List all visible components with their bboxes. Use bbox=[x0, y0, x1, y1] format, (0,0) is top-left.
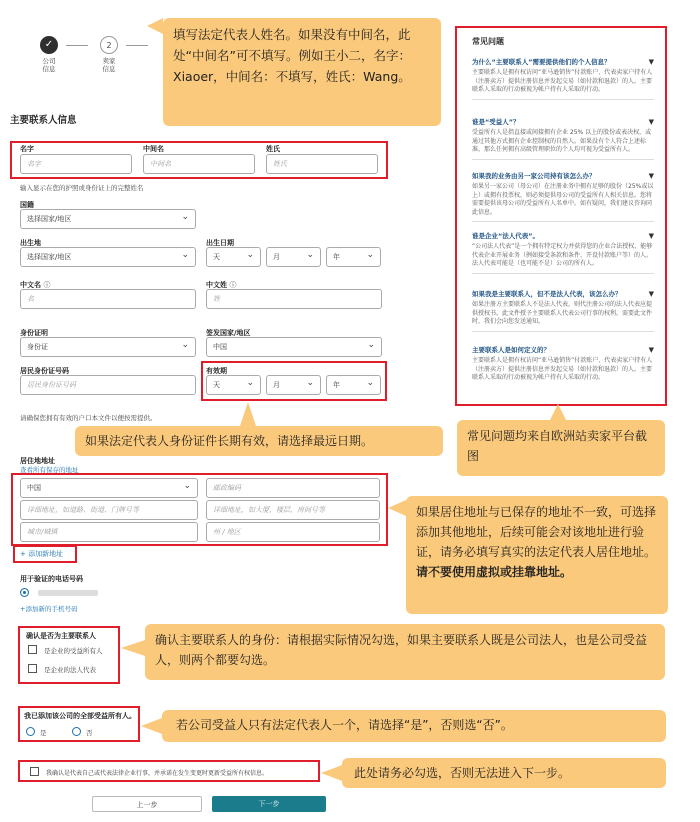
state-input[interactable]: 州 / 地区 bbox=[206, 522, 380, 542]
callout-pointer bbox=[388, 500, 406, 516]
nationality-label: 国籍 bbox=[20, 201, 34, 209]
faq-item[interactable] bbox=[472, 118, 654, 160]
expiry-tip-callout: 如果法定代表人身份证件长期有效，请选择最远日期。 bbox=[75, 426, 443, 456]
step-1-label: 公司 信息 bbox=[42, 57, 56, 73]
legal-rep-option-label: 是企业的法人代表 bbox=[44, 666, 96, 674]
issuing-country-select[interactable]: 中国 ⌄ bbox=[206, 337, 382, 357]
faq-question: 如果我的业务由另一家公司持有该怎么办？ bbox=[472, 172, 596, 180]
name-tip-callout: 填写法定代表人姓名。如果没有中间名，此处“中间名”可不填写。例如王小二，名字：Xiaoer，中间名：不填写，姓氏：Wang。 bbox=[163, 18, 441, 126]
step-2-indicator: 2 bbox=[100, 36, 118, 54]
caret-down-icon: ▼ bbox=[648, 232, 654, 240]
saved-address-link[interactable]: 查看所有保存的地址 bbox=[20, 466, 79, 474]
caret-down-icon: ▼ bbox=[648, 290, 654, 298]
legal-rep-checkbox[interactable] bbox=[28, 664, 37, 673]
caret-down-icon: ▼ bbox=[648, 58, 654, 66]
no-option-label: 否 bbox=[86, 729, 93, 737]
add-address-link[interactable]: + 添加新地址 bbox=[20, 550, 64, 558]
faq-source-callout: 常见问题均来自欧洲站卖家平台截图 bbox=[457, 420, 665, 476]
faq-item[interactable] bbox=[472, 172, 654, 222]
callout-pointer bbox=[121, 640, 145, 656]
expiry-month-select[interactable]: 月 ⌄ bbox=[266, 375, 321, 395]
address-line-1-input[interactable]: 详细地址，如道路、街道、门牌号等 bbox=[20, 500, 198, 520]
id-proof-label: 身份证明 bbox=[20, 329, 48, 337]
last-name-input[interactable]: 姓氏 bbox=[266, 154, 378, 174]
confirm-statement-checkbox[interactable] bbox=[30, 767, 39, 776]
faq-question: 谁是“受益人”？ bbox=[472, 118, 520, 126]
chinese-name-label: 中文名 ⓘ bbox=[20, 281, 51, 289]
owners-tip-callout: 若公司受益人只有法定代表人一个，请选择“是”，否则选“否”。 bbox=[162, 710, 666, 742]
identity-tip-callout: 确认主要联系人的身份：请根据实际情况勾选，如果主要联系人既是公司法人，也是公司受益人，则两个都要勾选。 bbox=[145, 624, 665, 680]
expiry-label: 有效期 bbox=[206, 367, 227, 375]
issuing-country-label: 签发国家/地区 bbox=[206, 329, 251, 337]
phone-label: 用于验证的电话号码 bbox=[20, 575, 83, 583]
callout-pointer bbox=[550, 404, 566, 420]
previous-button[interactable]: 上一步 bbox=[92, 796, 202, 812]
id-proof-select[interactable]: 身份证 ⌄ bbox=[20, 337, 196, 357]
chinese-surname-input[interactable]: 姓 bbox=[206, 289, 382, 309]
birthplace-label: 出生地 bbox=[20, 239, 41, 247]
id-number-label: 居民身份证号码 bbox=[20, 367, 69, 375]
add-phone-link[interactable]: +添加新的手机号码 bbox=[20, 605, 78, 613]
id-number-input[interactable]: 居民身份证号码 bbox=[20, 375, 196, 395]
callout-pointer bbox=[147, 18, 163, 34]
middle-name-input[interactable]: 中间名 bbox=[143, 154, 255, 174]
beneficiary-option-label: 是企业的受益所有人 bbox=[44, 647, 103, 655]
faq-answer: 主要联系人是拥有权访问“亚马逊销售”付款账户、代表卖家户持有人（注册卖方）提供注册信息并发起交易（如付款和退款）的人。主要联系人采取的行动被视为帐户持有人采取的行动。 bbox=[472, 357, 653, 381]
callout-pointer bbox=[321, 765, 342, 781]
faq-item[interactable] bbox=[472, 290, 654, 332]
confirm-statement-label: 我确认是代表自己或代表法律企业行事，并承诺在发生变更时更新受益所有权信息。 bbox=[46, 770, 269, 777]
chinese-name-input[interactable]: 名 bbox=[20, 289, 196, 309]
country-select[interactable]: 中国 ⌄ bbox=[20, 478, 198, 498]
expiry-day-select[interactable]: 天 ⌄ bbox=[206, 375, 261, 395]
faq-answer: “公司法人代表”是一个拥有特定权力并获得您的企业合法授权、能够代表企业开展业务（例如接受条款和条件、开设付款账户等）的人。法人代表可能是（也可能不是）公司的所有人。 bbox=[472, 243, 653, 267]
first-name-input[interactable]: 名字 bbox=[20, 154, 132, 174]
caret-down-icon: ▼ bbox=[648, 172, 654, 180]
dob-label: 出生日期 bbox=[206, 239, 234, 247]
city-input[interactable]: 城市/城镇 bbox=[20, 522, 198, 542]
dob-day-select[interactable]: 天 ⌄ bbox=[206, 247, 261, 267]
name-hint: 输入显示在您的护照或身份证上的完整姓名 bbox=[20, 184, 144, 192]
yes-radio[interactable] bbox=[26, 727, 35, 736]
faq-answer: 如果注册方主要联系人不是法人代表，则代注册公司的法人代表应提供授权书。此文件授予主要联系人代表公司行事的权利。需要此文件时，我们会向您发送通知。 bbox=[472, 301, 653, 325]
middle-name-label: 中间名 bbox=[143, 145, 164, 153]
faq-answer: 受益所有人是指直接或间接拥有企业 25% 以上的股份或表决权，或通过其他方式拥有企业控制权的自然人。如果没有个人符合上述标准，那么任何拥有高级管理职位的个人均可视为受益所有人。 bbox=[472, 129, 652, 153]
faq-item[interactable] bbox=[472, 58, 654, 100]
help-icon[interactable]: ⓘ bbox=[43, 281, 51, 289]
step-2-label: 卖家 信息 bbox=[102, 57, 116, 73]
faq-question: 主要联系人是如何定义的？ bbox=[472, 346, 550, 354]
no-radio[interactable] bbox=[72, 727, 81, 736]
address-tip-callout bbox=[406, 496, 668, 614]
next-button[interactable]: 下一步 bbox=[212, 796, 326, 812]
faq-question: 为什么“主要联系人”需要提供他们的个人信息？ bbox=[472, 58, 611, 66]
beneficiary-checkbox[interactable] bbox=[28, 645, 37, 654]
help-icon[interactable]: ⓘ bbox=[229, 281, 237, 289]
faq-item[interactable] bbox=[472, 346, 654, 387]
postcode-input[interactable]: 邮政编码 bbox=[206, 478, 380, 498]
faq-title: 常见问题 bbox=[472, 37, 504, 46]
hukou-hint: 请确保您拥有有效的户口本文件以便按需提供。 bbox=[20, 414, 157, 422]
address-warning-text: 请不要使用虚拟或挂靠地址。 bbox=[416, 565, 573, 579]
dob-year-select[interactable]: 年 ⌄ bbox=[326, 247, 381, 267]
caret-down-icon: ▼ bbox=[648, 346, 654, 354]
address-tip-text: 如果居住地址与已保存的地址不一致，可选择添加其他地址，后续可能会对该地址进行验证，请务必填写真实的法定代表人居住地址。 bbox=[416, 505, 657, 559]
last-name-label: 姓氏 bbox=[266, 145, 280, 153]
section-title: 主要联系人信息 bbox=[10, 115, 77, 126]
address-line-2-input[interactable]: 详细地址，如大厦、楼层、房间号等 bbox=[206, 500, 380, 520]
callout-pointer bbox=[240, 402, 256, 426]
caret-down-icon: ▼ bbox=[648, 118, 654, 126]
callout-pointer bbox=[141, 718, 162, 734]
faq-question: 谁是企业“法人代表”。 bbox=[472, 232, 540, 240]
residence-label: 居住地地址 bbox=[20, 457, 55, 465]
phone-number-masked bbox=[38, 590, 98, 596]
nationality-select[interactable]: 选择国家/地区 ⌄ bbox=[20, 209, 196, 229]
dob-month-select[interactable]: 月 ⌄ bbox=[266, 247, 321, 267]
yes-option-label: 是 bbox=[40, 729, 47, 737]
faq-item[interactable] bbox=[472, 232, 654, 274]
step-complete-check-icon: ✓ bbox=[40, 36, 58, 54]
step-connector bbox=[66, 45, 88, 46]
confirm-contact-title: 确认是否为主要联系人 bbox=[26, 632, 96, 640]
faq-answer: 如果另一家公司（母公司）在注册业务中拥有足够的股份（25%或以上）或拥有投票权，则必须提供母公司的受益所有人相关信息。您将需要提供该母公司的受益所有人名单中。如有疑问，我们建议咨询同此信息。 bbox=[472, 183, 654, 216]
faq-question: 如果我是主要联系人，但不是法人代表，该怎么办？ bbox=[472, 290, 622, 298]
expiry-year-select[interactable]: 年 ⌄ bbox=[326, 375, 381, 395]
all-owners-title: 我已添加该公司的全部受益所有人。 bbox=[24, 712, 136, 720]
faq-answer: 主要联系人是拥有权访问“亚马逊销售”付款账户、代表卖家户持有人（注册卖方）提供注册信息并发起交易（如付款和退款）的人。主要联系人采取的行动被视为帐户持有人采取的行动。 bbox=[472, 69, 653, 93]
first-name-label: 名字 bbox=[20, 145, 34, 153]
chinese-surname-label: 中文姓 ⓘ bbox=[206, 281, 237, 289]
phone-radio-selected[interactable] bbox=[20, 588, 29, 597]
birthplace-select[interactable]: 选择国家/地区 ⌄ bbox=[20, 247, 196, 267]
step-connector bbox=[126, 45, 148, 46]
confirm-tip-callout: 此处请务必勾选，否则无法进入下一步。 bbox=[342, 758, 666, 788]
